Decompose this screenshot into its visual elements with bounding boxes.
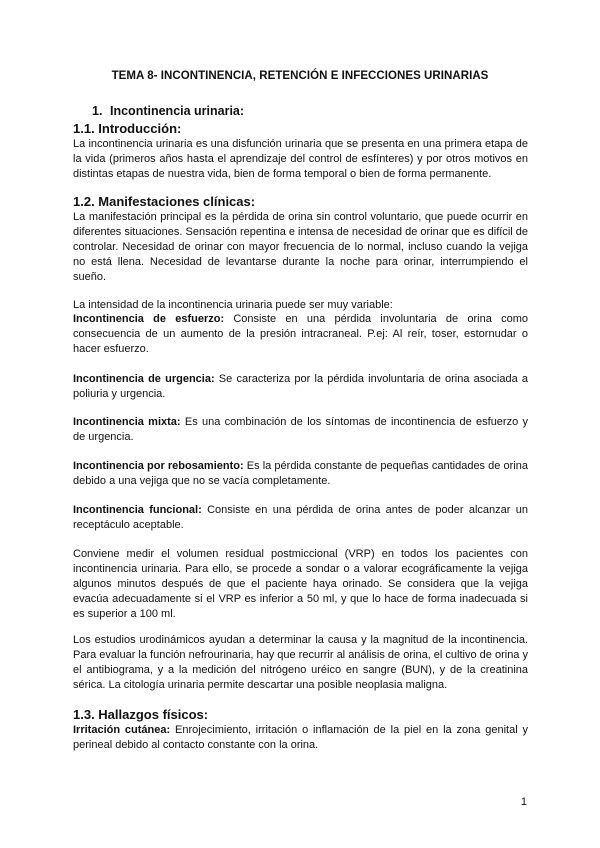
type-esfuerzo bbox=[73, 312, 528, 357]
type-funcional bbox=[73, 503, 528, 533]
paragraph-intensidad-intro: La intensidad de la incontinencia urinaria puede ser muy variable: bbox=[73, 299, 393, 311]
paragraph-estudios: Los estudios urodinámicos ayudan a determinar la causa y la magnitud de la incontinencia. Para evaluar la función nefrourinaria, hay que recurrir al análisis de orina, el cultivo de orina y el antibiograma, y a la medición del nitrógeno uréico en sangre (BUN), y de la creatinina sérica. La citología urinaria permite descartar una posible neoplasia maligna. bbox=[73, 634, 528, 691]
type-desc: Es la pérdida constante de pequeñas cantidades de orina debido a una vejiga que no se vacía completamente. bbox=[73, 460, 528, 487]
type-term: Irritación cutánea: bbox=[73, 724, 171, 736]
section-1-number: 1. bbox=[92, 104, 103, 118]
type-term: Incontinencia por rebosamiento: bbox=[73, 460, 244, 472]
section-1-title: Incontinencia urinaria: bbox=[110, 104, 245, 118]
heading-manifestaciones: 1.2. Manifestaciones clínicas: bbox=[73, 194, 256, 209]
type-desc: Enrojecimiento, irritación o inflamación de la piel en la zona genital y perineal debido al contacto constante con la orina. bbox=[73, 724, 528, 751]
paragraph-introduccion: La incontinencia urinaria es una disfunción urinaria que se presenta en una primera etapa de la vida (primeros años hasta el aprendizaje del control de esfínteres) y por otros motivos en distintas etapas de nuestra vida, bien de forma temporal o bien de forma permanente. bbox=[73, 138, 528, 180]
type-term: Incontinencia de urgencia: bbox=[73, 373, 215, 385]
type-term: Incontinencia funcional: bbox=[73, 504, 202, 516]
heading-hallazgos: 1.3. Hallazgos físicos: bbox=[73, 707, 209, 722]
type-term: Incontinencia mixta: bbox=[73, 416, 181, 428]
type-desc: Consiste en una pérdida de orina antes de poder alcanzar un receptáculo aceptable. bbox=[73, 504, 528, 531]
paragraph-vrp: Conviene medir el volumen residual postmiccional (VRP) en todos los pacientes con incontinencia urinaria. Para ello, se procede a sondar o a valorar ecográficamente la vejiga algunos minutos después de que el paciente haya orinado. Se considera que la vejiga evacúa adecuadamente si el VRP es inferior a 50 ml, y que lo hace de forma inadecuada si es superior a 100 ml. bbox=[73, 548, 528, 620]
type-desc: Se caracteriza por la pérdida involuntaria de orina asociada a poliuria y urgencia. bbox=[73, 373, 528, 400]
section-1-heading bbox=[92, 104, 244, 118]
type-rebosamiento bbox=[73, 459, 528, 489]
type-mixta bbox=[73, 415, 528, 445]
type-desc: Consiste en una pérdida involuntaria de orina como consecuencia de un aumento de la presión intracraneal. P.ej: Al reír, toser, estornudar o hacer esfuerzo. bbox=[73, 313, 528, 355]
paragraph-manifestaciones: La manifestación principal es la pérdida de orina sin control voluntario, que puede ocurrir en diferentes situaciones. Sensación repentina e intensa de necesidad de orinar que es difícil de controlar. Necesidad de orinar con mayor frecuencia de lo normal, incluso cuando la vejiga no está llena. Necesidad de levantarse durante la noche para orinar, interrumpiendo el sueño. bbox=[73, 211, 528, 283]
document-title: TEMA 8- INCONTINENCIA, RETENCIÓN E INFECCIONES URINARIAS bbox=[111, 70, 489, 82]
type-urgencia bbox=[73, 372, 528, 402]
page-number: 1 bbox=[520, 796, 527, 808]
heading-introduccion: 1.1. Introducción: bbox=[73, 121, 182, 136]
type-term: Incontinencia de esfuerzo: bbox=[73, 313, 225, 325]
type-desc: Es una combinación de los síntomas de incontinencia de esfuerzo y de urgencia. bbox=[73, 416, 528, 443]
paragraph-irritacion bbox=[73, 723, 528, 753]
